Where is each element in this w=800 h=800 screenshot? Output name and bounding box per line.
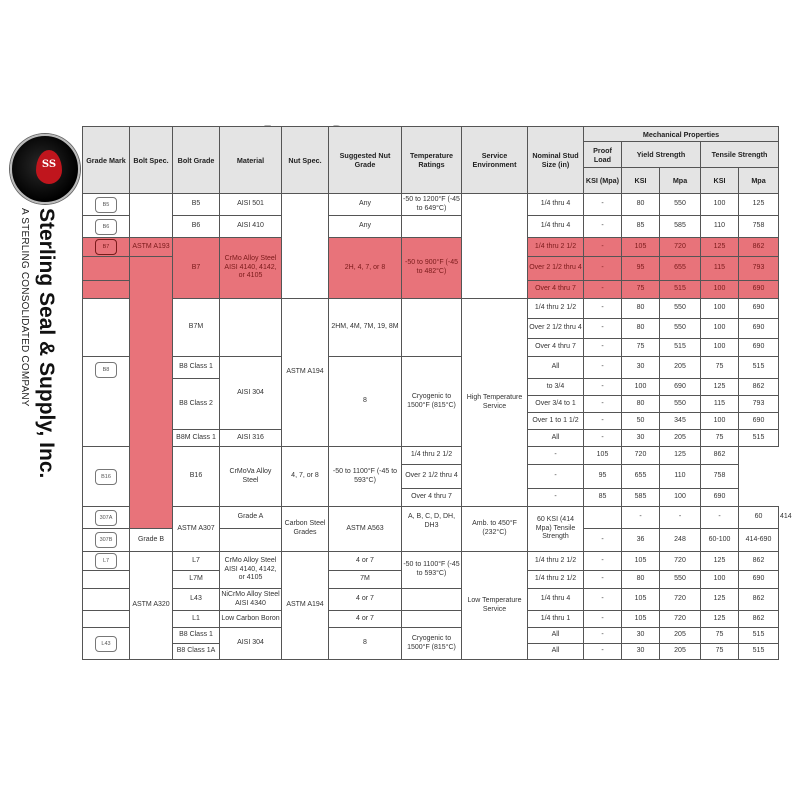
header-mechanical: Mechanical Properties [584, 127, 779, 142]
yield-ksi-cell: 95 [622, 257, 660, 281]
temperature-cell: Cryogenic to 1500°F (815°C) [402, 357, 462, 447]
nut-spec-cell: ASTM A194 [282, 552, 329, 660]
bolt-grade-cell: B6 [173, 216, 220, 238]
tensile-mpa-cell: 862 [739, 611, 779, 628]
nut-grade-cell: 8 [329, 628, 402, 660]
table-row [83, 447, 779, 465]
header-proof-unit: KSI (Mpa) [584, 168, 622, 194]
table-row [83, 299, 779, 319]
tensile-ksi-cell: 100 [701, 339, 739, 357]
nut-spec-cell [282, 194, 329, 299]
bolt-grade-cell: B7M [173, 299, 220, 357]
brand-name: Sterling Seal & Supply, Inc. [35, 208, 58, 479]
grade-mark-cell [83, 571, 130, 589]
material-cell: NiCrMo Alloy Steel AISI 4340 [220, 589, 282, 611]
yield-mpa-cell: 345 [660, 413, 701, 430]
tensile-ksi-cell: 100 [701, 571, 739, 589]
grade-mark-cell [83, 552, 130, 571]
size-cell [220, 529, 282, 552]
grade-mark-cell [83, 257, 130, 281]
bolt-grade-cell: B8 Class 2 [173, 379, 220, 430]
proof-cell: - [528, 489, 584, 507]
nut-spec-cell: ASTM A194 [282, 299, 329, 447]
tensile-ksi-cell: 75 [701, 357, 739, 379]
temperature-cell [402, 589, 462, 611]
yield-ksi-cell: 80 [622, 571, 660, 589]
header-bolt-spec: Bolt Spec. [130, 127, 173, 194]
table-row [83, 628, 779, 644]
yield-mpa-cell: 515 [660, 339, 701, 357]
proof-cell: - [584, 299, 622, 319]
size-cell: 1/4 thru 2 1/2 [402, 447, 462, 465]
tensile-mpa-cell: 793 [739, 396, 779, 413]
table-row [83, 589, 779, 611]
tensile-mpa-cell: 862 [739, 552, 779, 571]
yield-ksi-cell: 105 [622, 238, 660, 257]
temperature-cell: -50 to 1100°F (-45 to 593°C) [402, 552, 462, 589]
yield-mpa-cell: 205 [660, 430, 701, 447]
yield-mpa-cell: 655 [622, 465, 660, 489]
header-nominal-size: Nominal Stud Size (in) [528, 127, 584, 194]
table-row [83, 216, 779, 238]
temperature-cell: Cryogenic to 1500°F (815°C) [402, 628, 462, 660]
tensile-mpa-cell: 862 [739, 589, 779, 611]
yield-ksi-cell: 105 [584, 447, 622, 465]
size-cell: 1/4 thru 2 1/2 [528, 238, 584, 257]
size-cell: Over 2 1/2 thru 4 [528, 319, 584, 339]
size-cell: Over 4 thru 7 [402, 489, 462, 507]
yield-ksi-cell: - [660, 507, 701, 529]
proof-cell: - [584, 430, 622, 447]
tensile-ksi-cell: 100 [701, 281, 739, 299]
proof-cell: - [584, 611, 622, 628]
hex-bolt-icon: B8 [95, 362, 117, 378]
grade-mark-cell [83, 507, 130, 529]
size-cell: 1/4 thru 4 [528, 194, 584, 216]
header-grade-mark: Grade Mark [83, 127, 130, 194]
proof-cell: - [584, 216, 622, 238]
proof-cell: - [584, 644, 622, 660]
yield-ksi-cell: 80 [622, 299, 660, 319]
hex-bolt-icon: 307B [95, 532, 117, 548]
header-material: Material [220, 127, 282, 194]
tensile-ksi-cell: 100 [701, 413, 739, 430]
proof-cell: - [584, 357, 622, 379]
proof-cell: - [584, 194, 622, 216]
tensile-mpa-cell: 690 [739, 571, 779, 589]
service-cell: 60 KSI (414 Mpa) Tensile Strength [528, 507, 584, 552]
size-cell: All [528, 357, 584, 379]
size-cell: to 3/4 [528, 379, 584, 396]
size-cell: 1/4 thru 2 1/2 [528, 299, 584, 319]
proof-cell: - [584, 571, 622, 589]
header-nut-spec: Nut Spec. [282, 127, 329, 194]
nut-grade-cell [402, 507, 462, 552]
size-cell: 1/4 thru 4 [528, 216, 584, 238]
nut-grade-cell: 2H, 4, 7, or 8 [329, 238, 402, 299]
temperature-cell: Amb. to 450°F (232°C) [462, 507, 528, 552]
yield-mpa-cell: 205 [660, 628, 701, 644]
grade-mark-cell [83, 357, 130, 447]
bolt-spec-cell: ASTM A320 [130, 552, 173, 660]
tensile-mpa-cell: 515 [739, 644, 779, 660]
tensile-ksi-cell: 75 [701, 628, 739, 644]
header-service: Service Environment [462, 127, 528, 194]
header-yield: Yield Strength [622, 142, 701, 168]
bolt-spec-cell: ASTM A307 [173, 507, 220, 552]
yield-mpa-cell: 550 [660, 319, 701, 339]
tensile-mpa-cell: 125 [739, 194, 779, 216]
yield-ksi-cell: 75 [622, 339, 660, 357]
material-cell: AISI 501 [220, 194, 282, 216]
table-row [83, 238, 779, 257]
size-cell: All [528, 644, 584, 660]
yield-ksi-cell: 100 [622, 379, 660, 396]
proof-cell: - [584, 238, 622, 257]
tensile-mpa-cell: 690 [739, 299, 779, 319]
nut-grade-cell: 4 or 7 [329, 611, 402, 628]
bolt-grade-cell: B5 [173, 194, 220, 216]
yield-mpa-cell: 205 [660, 644, 701, 660]
tensile-mpa-cell: 690 [739, 413, 779, 430]
yield-ksi-cell: 105 [622, 611, 660, 628]
size-cell: Over 1 to 1 1/2 [528, 413, 584, 430]
proof-cell: - [622, 507, 660, 529]
table-row [83, 552, 779, 571]
hex-bolt-icon: B6 [95, 219, 117, 235]
yield-ksi-cell: 85 [584, 489, 622, 507]
logo-mark: SS [41, 159, 57, 170]
bolt-grade-cell: L7M [173, 571, 220, 589]
nut-grade-cell: Any [329, 216, 402, 238]
service-cell: Low Temperature Service [462, 552, 528, 660]
tensile-ksi-cell: 125 [701, 552, 739, 571]
table-row [83, 357, 779, 379]
yield-ksi-cell: 85 [622, 216, 660, 238]
yield-mpa-cell: 690 [660, 379, 701, 396]
hex-bolt-icon: 307A [95, 510, 117, 526]
tensile-mpa-cell: 862 [739, 238, 779, 257]
grade-mark-cell [83, 216, 130, 238]
header-tensile: Tensile Strength [701, 142, 779, 168]
header-tensile-mpa: Mpa [739, 168, 779, 194]
grade-mark-cell [83, 529, 130, 552]
size-cell: 1/4 thru 4 [528, 589, 584, 611]
yield-mpa-cell: 515 [660, 281, 701, 299]
bolt-grade-cell: B16 [173, 447, 220, 507]
grade-mark-cell [83, 238, 130, 257]
proof-cell: - [584, 257, 622, 281]
tensile-ksi-cell: 100 [660, 489, 701, 507]
nut-grade-text: A, B, C, D, DH, DH3 [407, 513, 456, 529]
size-cell: Over 2 1/2 thru 4 [528, 257, 584, 281]
bolt-spec-cell [130, 194, 173, 238]
size-cell: 1/4 thru 2 1/2 [528, 552, 584, 571]
header-yield-ksi: KSI [622, 168, 660, 194]
header-proof-load: Proof Load [584, 142, 622, 168]
temperature-cell: -50 to 1200°F (-45 to 649°C) [402, 194, 462, 216]
yield-mpa-cell: 205 [660, 357, 701, 379]
yield-mpa-cell: 720 [660, 552, 701, 571]
tensile-ksi-cell: 60-100 [701, 529, 739, 552]
nut-grade-cell: 4 or 7 [329, 552, 402, 571]
header-suggested-nut: Suggested Nut Grade [329, 127, 402, 194]
proof-cell: - [584, 413, 622, 430]
material-cell: AISI 304 [220, 628, 282, 660]
brand-logo-block [4, 132, 80, 479]
tensile-ksi-cell: 110 [701, 216, 739, 238]
header-tensile-ksi: KSI [701, 168, 739, 194]
tensile-mpa-cell: 690 [701, 489, 739, 507]
tensile-ksi-cell: 125 [701, 379, 739, 396]
header-bolt-grade: Bolt Grade [173, 127, 220, 194]
hex-bolt-icon: B7 [95, 239, 117, 255]
material-cell: CrMoVa Alloy Steel [220, 447, 282, 507]
tensile-mpa-cell: 515 [739, 628, 779, 644]
proof-cell: - [584, 319, 622, 339]
grade-mark-cell [83, 589, 130, 611]
yield-mpa-cell: 248 [660, 529, 701, 552]
grade-mark-cell [83, 447, 130, 507]
proof-cell: - [584, 339, 622, 357]
yield-ksi-cell: 75 [622, 281, 660, 299]
proof-cell: - [584, 529, 622, 552]
material-cell: AISI 316 [220, 430, 282, 447]
proof-cell: - [528, 447, 584, 465]
tensile-ksi-cell: 125 [701, 589, 739, 611]
nut-spec-cell: ASTM A563 [329, 507, 402, 552]
yield-ksi-cell: 105 [622, 589, 660, 611]
size-cell: Over 2 1/2 thru 4 [402, 465, 462, 489]
yield-ksi-cell: 30 [622, 430, 660, 447]
table-row [83, 194, 779, 216]
tensile-mpa-cell: 758 [739, 216, 779, 238]
temperature-cell [402, 611, 462, 628]
tensile-mpa-cell: 862 [739, 379, 779, 396]
bolt-grade-cell: B8M Class 1 [173, 430, 220, 447]
tensile-ksi-cell: 115 [701, 396, 739, 413]
proof-cell: - [584, 396, 622, 413]
size-cell: Over 4 thru 7 [528, 339, 584, 357]
tensile-mpa-cell: 793 [739, 257, 779, 281]
yield-mpa-cell: 655 [660, 257, 701, 281]
tensile-mpa-cell: 690 [739, 319, 779, 339]
proof-cell: - [528, 465, 584, 489]
fastener-table [82, 126, 792, 660]
proof-cell: - [584, 628, 622, 644]
tensile-ksi-cell: 125 [701, 238, 739, 257]
yield-ksi-cell: 80 [622, 396, 660, 413]
yield-ksi-cell: 50 [622, 413, 660, 430]
temperature-cell [402, 216, 462, 238]
size-cell: All [528, 628, 584, 644]
tensile-ksi-cell: 115 [701, 257, 739, 281]
size-cell: 1/4 thru 2 1/2 [528, 571, 584, 589]
header-yield-mpa: Mpa [660, 168, 701, 194]
yield-mpa-cell: - [701, 507, 739, 529]
grade-mark-cell [83, 628, 130, 660]
tensile-ksi-cell: 100 [701, 319, 739, 339]
yield-mpa-cell: 720 [660, 611, 701, 628]
material-cell: Carbon Steel Grades [282, 507, 329, 552]
tensile-mpa-cell: 862 [701, 447, 739, 465]
nut-grade-cell: 4 or 7 [329, 589, 402, 611]
yield-mpa-cell: 720 [660, 238, 701, 257]
nut-grade-cell: 7M [329, 571, 402, 589]
bolt-spec-cell: ASTM A193 [130, 238, 173, 257]
tensile-ksi-cell: 110 [660, 465, 701, 489]
tensile-mpa-cell: 690 [739, 281, 779, 299]
bolt-grade-cell: B8 Class 1A [173, 644, 220, 660]
proof-cell: - [584, 379, 622, 396]
tensile-ksi-cell: 100 [701, 299, 739, 319]
bolt-grade-cell: L1 [173, 611, 220, 628]
material-cell: Low Carbon Boron [220, 611, 282, 628]
size-cell: Over 3/4 to 1 [528, 396, 584, 413]
temperature-cell: -50 to 900°F (-45 to 482°C) [402, 238, 462, 299]
bolt-grade-cell: L7 [173, 552, 220, 571]
yield-mpa-cell: 550 [660, 396, 701, 413]
tensile-mpa-cell: 515 [739, 357, 779, 379]
nut-grade-cell: Any [329, 194, 402, 216]
bolt-grade-cell: B8 Class 1 [173, 628, 220, 644]
size-cell: Over 4 thru 7 [528, 281, 584, 299]
tensile-ksi-cell: 125 [701, 611, 739, 628]
yield-mpa-cell: 720 [622, 447, 660, 465]
bolt-spec-cell [130, 257, 173, 529]
material-cell: CrMo Alloy Steel AISI 4140, 4142, or 4105 [220, 552, 282, 589]
material-cell [220, 299, 282, 357]
tensile-ksi-cell: 100 [701, 194, 739, 216]
tensile-mpa-cell: 690 [739, 339, 779, 357]
size-cell: All [528, 430, 584, 447]
size-cell: 1/4 thru 1 [528, 611, 584, 628]
proof-cell: - [584, 552, 622, 571]
hex-bolt-icon: L43 [95, 636, 117, 652]
temperature-cell [402, 299, 462, 357]
material-cell: AISI 410 [220, 216, 282, 238]
nut-grade-cell: 8 [329, 357, 402, 447]
material-cell: CrMo Alloy Steel AISI 4140, 4142, or 4105 [220, 238, 282, 299]
tensile-mpa-cell: 414-690 [739, 529, 779, 552]
proof-cell: - [584, 589, 622, 611]
hex-bolt-icon: B16 [95, 469, 117, 485]
yield-mpa-cell: 585 [622, 489, 660, 507]
tensile-ksi-cell: 60 [739, 507, 779, 529]
tensile-ksi-cell: 125 [660, 447, 701, 465]
size-cell [584, 507, 622, 529]
grade-mark-cell [83, 281, 130, 299]
hex-bolt-icon: B5 [95, 197, 117, 213]
yield-ksi-cell: 30 [622, 357, 660, 379]
tensile-mpa-cell: 515 [739, 430, 779, 447]
bolt-grade-cell: L43 [173, 589, 220, 611]
yield-ksi-cell: 95 [584, 465, 622, 489]
table-row [83, 611, 779, 628]
yield-mpa-cell: 550 [660, 194, 701, 216]
yield-mpa-cell: 550 [660, 571, 701, 589]
yield-ksi-cell: 105 [622, 552, 660, 571]
nut-grade-cell: 4, 7, or 8 [282, 447, 329, 507]
hex-bolt-icon: L7 [95, 553, 117, 569]
yield-ksi-cell: 80 [622, 194, 660, 216]
service-cell [462, 194, 528, 299]
bolt-grade-cell: B8 Class 1 [173, 357, 220, 379]
brand-subtitle: A STERLING CONSOLIDATED COMPANY [19, 208, 30, 407]
yield-mpa-cell: 585 [660, 216, 701, 238]
yield-mpa-cell: 550 [660, 299, 701, 319]
grade-mark-cell [83, 299, 130, 357]
proof-cell: - [584, 281, 622, 299]
bolt-grade-cell: B7 [173, 238, 220, 299]
material-cell: AISI 304 [220, 357, 282, 430]
bolt-grade-cell: Grade A [220, 507, 282, 529]
yield-ksi-cell: 30 [622, 644, 660, 660]
yield-ksi-cell: 30 [622, 628, 660, 644]
grade-mark-cell [83, 194, 130, 216]
brand-logo [10, 134, 80, 204]
yield-ksi-cell: 36 [622, 529, 660, 552]
tensile-ksi-cell: 75 [701, 644, 739, 660]
bolt-grade-cell: Grade B [130, 529, 173, 552]
header-temperature: Temperature Ratings [402, 127, 462, 194]
service-cell: High Temperature Service [462, 299, 528, 507]
yield-mpa-cell: 720 [660, 589, 701, 611]
table-row: 307A ASTM A307 Grade A Carbon Steel Grades ASTM A563 A, B, C, D, DH, DH3 Amb. to 450°F (232°C) 60 KSI (414 Mpa) Tensile Strength - - - 60 414 [83, 507, 779, 529]
yield-ksi-cell: 80 [622, 319, 660, 339]
temperature-cell: -50 to 1100°F (-45 to 593°C) [329, 447, 402, 507]
grade-mark-cell [83, 611, 130, 628]
tensile-mpa-cell: 758 [701, 465, 739, 489]
tensile-ksi-cell: 75 [701, 430, 739, 447]
nut-grade-cell: 2HM, 4M, 7M, 19, 8M [329, 299, 402, 357]
